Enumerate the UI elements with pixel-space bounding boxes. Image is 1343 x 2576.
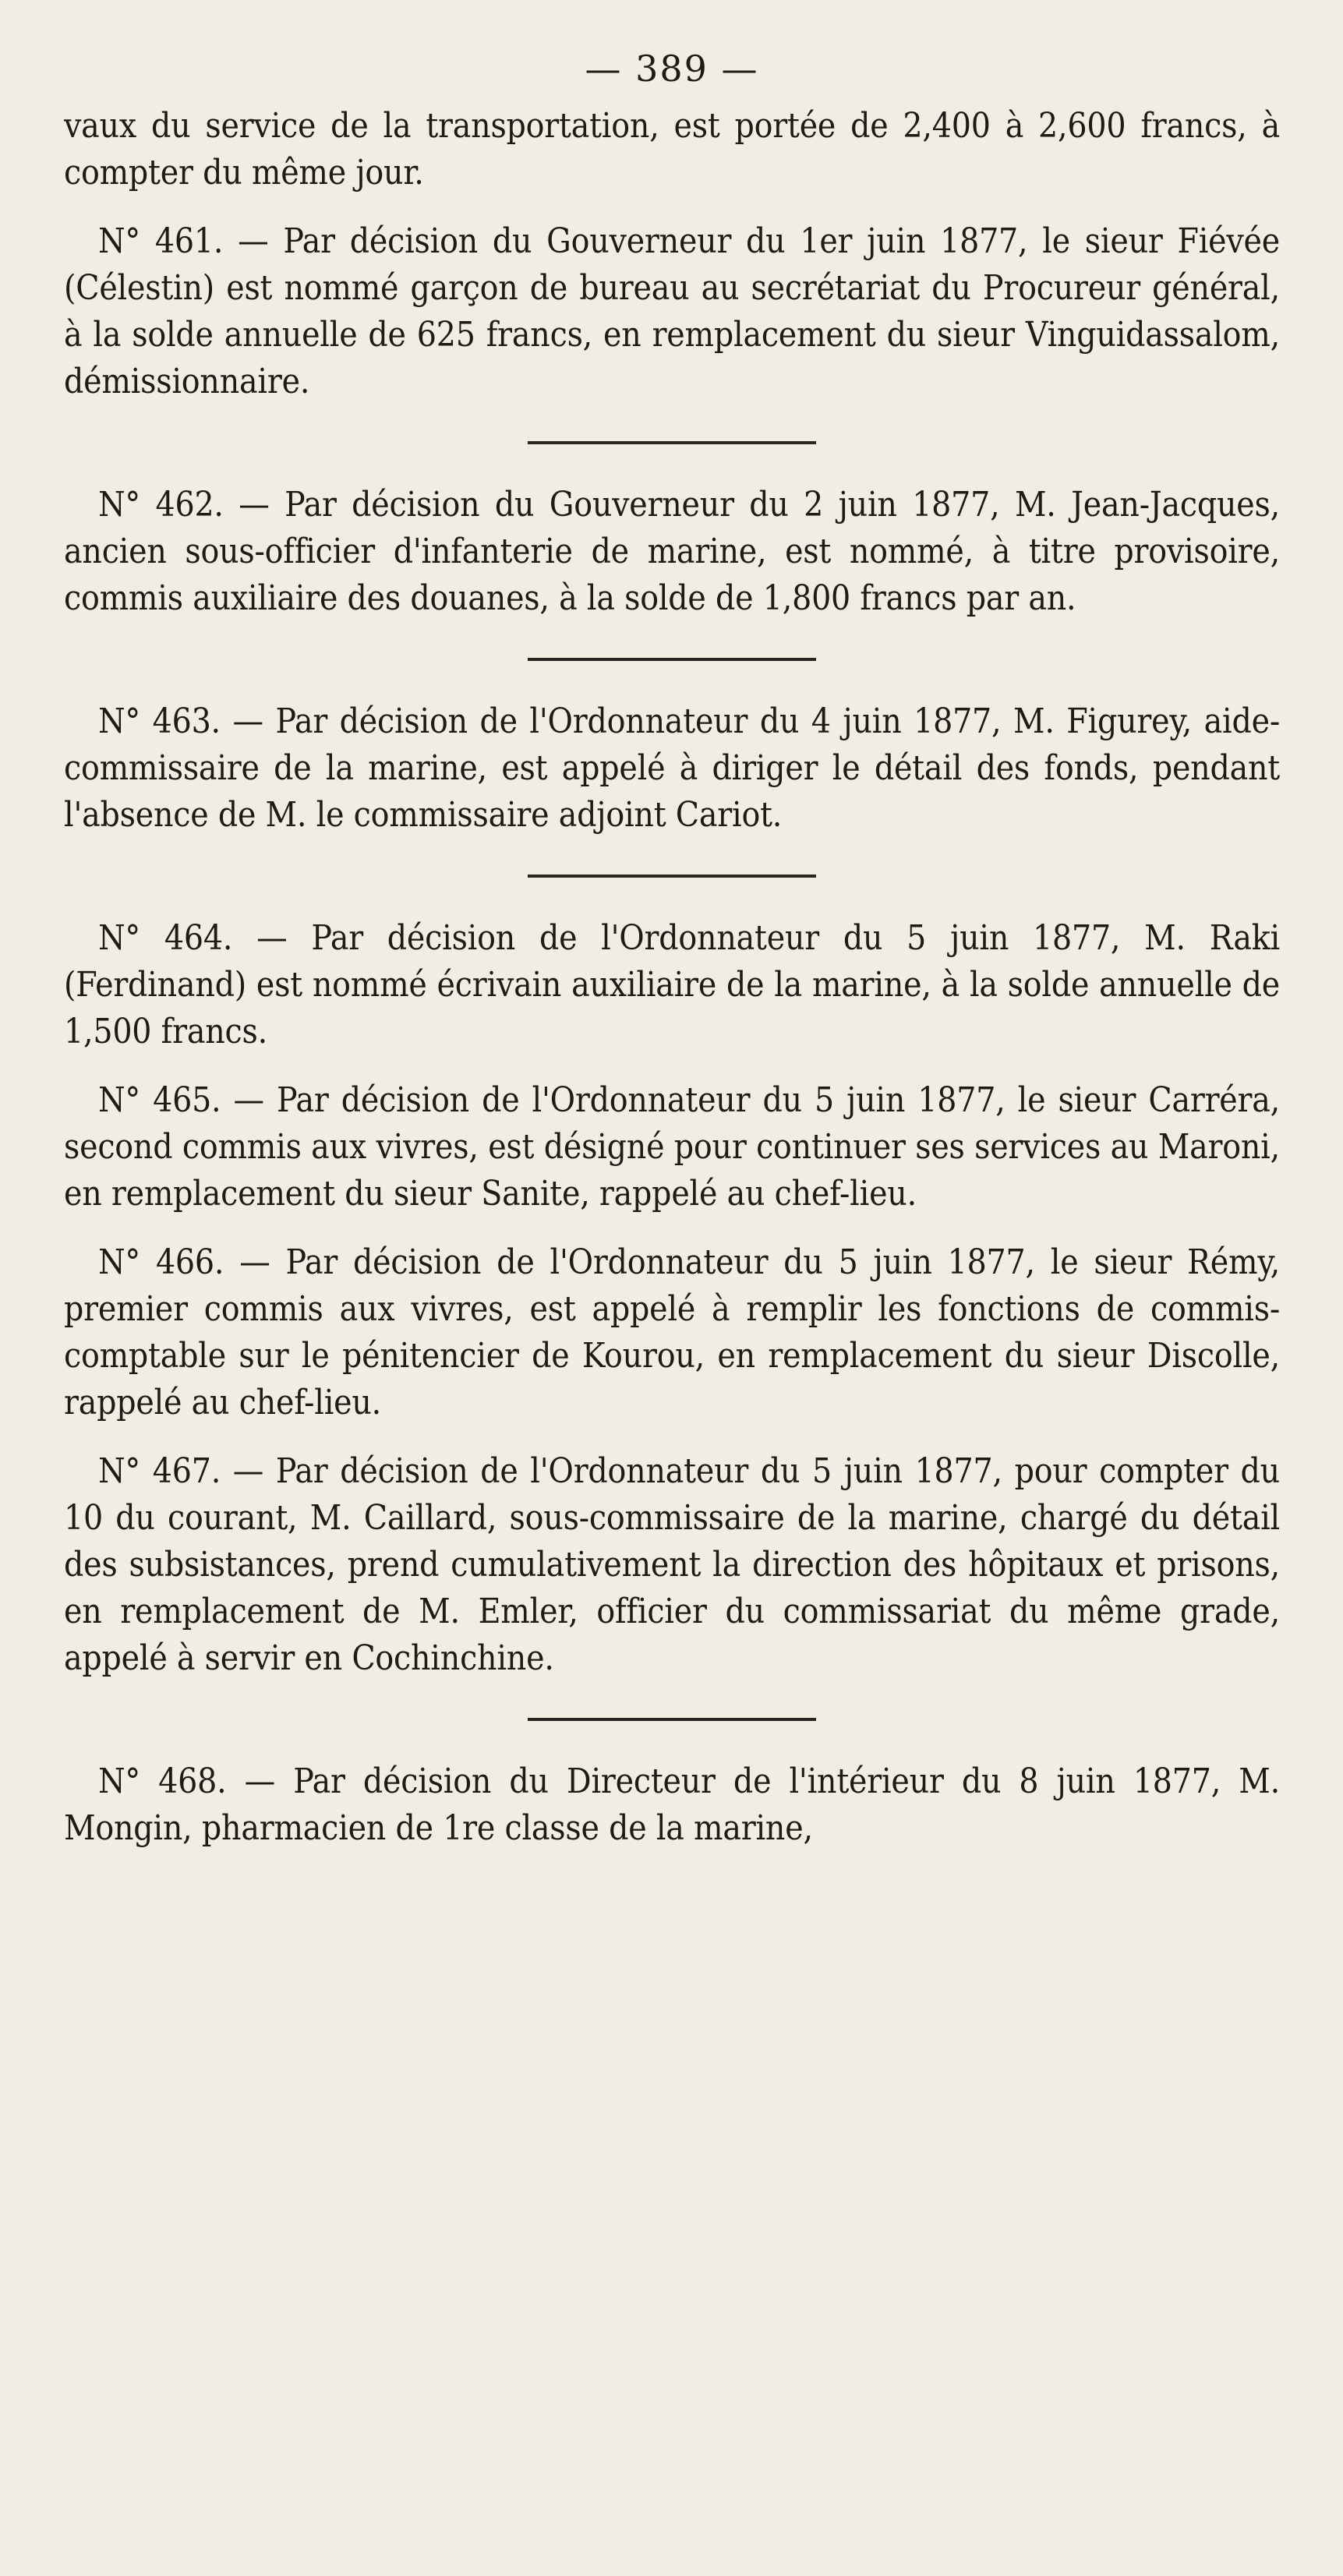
page-number: — 389 —: [585, 48, 759, 90]
paragraph-gap: [64, 196, 1280, 218]
paragraph-463: [64, 698, 1280, 839]
paragraph-text: — Par décision du Gouverneur du 1er juin 1877, le sieur Fiévée (Célestin) est nommé garçon de bureau au secrétariat du Procureur général, à la solde annuelle de 625 francs, en remplacement du sieur Vinguidassalom, démissionnaire.: [64, 221, 1280, 401]
entry-number: N° 461.: [98, 221, 224, 261]
paragraph-gap: [64, 1055, 1280, 1077]
paragraph-465: [64, 1077, 1280, 1217]
paragraph-461: [64, 218, 1280, 405]
paragraph-text: — Par décision de l'Ordonnateur du 5 juin 1877, pour compter du 10 du courant, M. Caillard, sous-commissaire de la marine, chargé du détail des subsistances, prend cumulativement la direction des hôpitaux et prisons, en remplacement de M. Emler, officier du commissariat du même grade, appelé à servir en Cochinchine.: [64, 1451, 1280, 1678]
entry-number: N° 466.: [98, 1242, 224, 1282]
section-divider: [528, 441, 816, 444]
paragraph-text: — Par décision de l'Ordonnateur du 5 juin 1877, M. Raki (Ferdinand) est nommé écrivain auxiliaire de la marine, à la solde annuelle de 1,500 francs.: [64, 918, 1280, 1051]
paragraph-text: — Par décision du Gouverneur du 2 juin 1877, M. Jean-Jacques, ancien sous-officier d'infanterie de marine, est nommé, à titre provisoire, commis auxiliaire des douanes, à la solde de 1,800 francs par an.: [64, 485, 1280, 618]
entry-number: N° 467.: [98, 1451, 221, 1491]
paragraph-462: [64, 482, 1280, 622]
section-divider: [528, 658, 816, 661]
paragraph-continuation: [64, 103, 1280, 196]
paragraph-464: [64, 915, 1280, 1055]
paragraph-gap: [64, 1426, 1280, 1448]
paragraph-text: — Par décision de l'Ordonnateur du 5 juin 1877, le sieur Carréra, second commis aux vivres, est désigné pour continuer ses services au Maroni, en remplacement du sieur Sanite, rappelé au chef-lieu.: [64, 1080, 1280, 1214]
entry-number: N° 462.: [98, 485, 224, 525]
paragraph-text: vaux du service de la transportation, est portée de 2,400 à 2,600 francs, à compter du même jour.: [64, 106, 1280, 193]
entry-number: N° 464.: [98, 918, 233, 958]
entry-number: N° 465.: [98, 1080, 221, 1120]
paragraph-text: — Par décision du Directeur de l'intérieur du 8 juin 1877, M. Mongin, pharmacien de 1re classe de la marine,: [64, 1762, 1280, 1848]
document-page: [64, 45, 1280, 2555]
paragraph-466: [64, 1239, 1280, 1426]
paragraph-467: [64, 1448, 1280, 1682]
paragraph-text: — Par décision de l'Ordonnateur du 5 juin 1877, le sieur Rémy, premier commis aux vivres, est appelé à remplir les fonctions de commis-comptable sur le pénitencier de Kourou, en remplacement du sieur Discolle, rappelé au chef-lieu.: [64, 1242, 1280, 1422]
entry-number: N° 463.: [98, 701, 221, 741]
section-divider: [528, 875, 816, 878]
entry-number: N° 468.: [98, 1762, 227, 1801]
section-divider: [528, 1718, 816, 1721]
paragraph-text: — Par décision de l'Ordonnateur du 4 juin 1877, M. Figurey, aide-commissaire de la marine, est appelé à diriger le détail des fonds, pendant l'absence de M. le commissaire adjoint Cariot.: [64, 701, 1280, 835]
paragraph-468: [64, 1758, 1280, 1852]
paragraph-gap: [64, 1217, 1280, 1239]
